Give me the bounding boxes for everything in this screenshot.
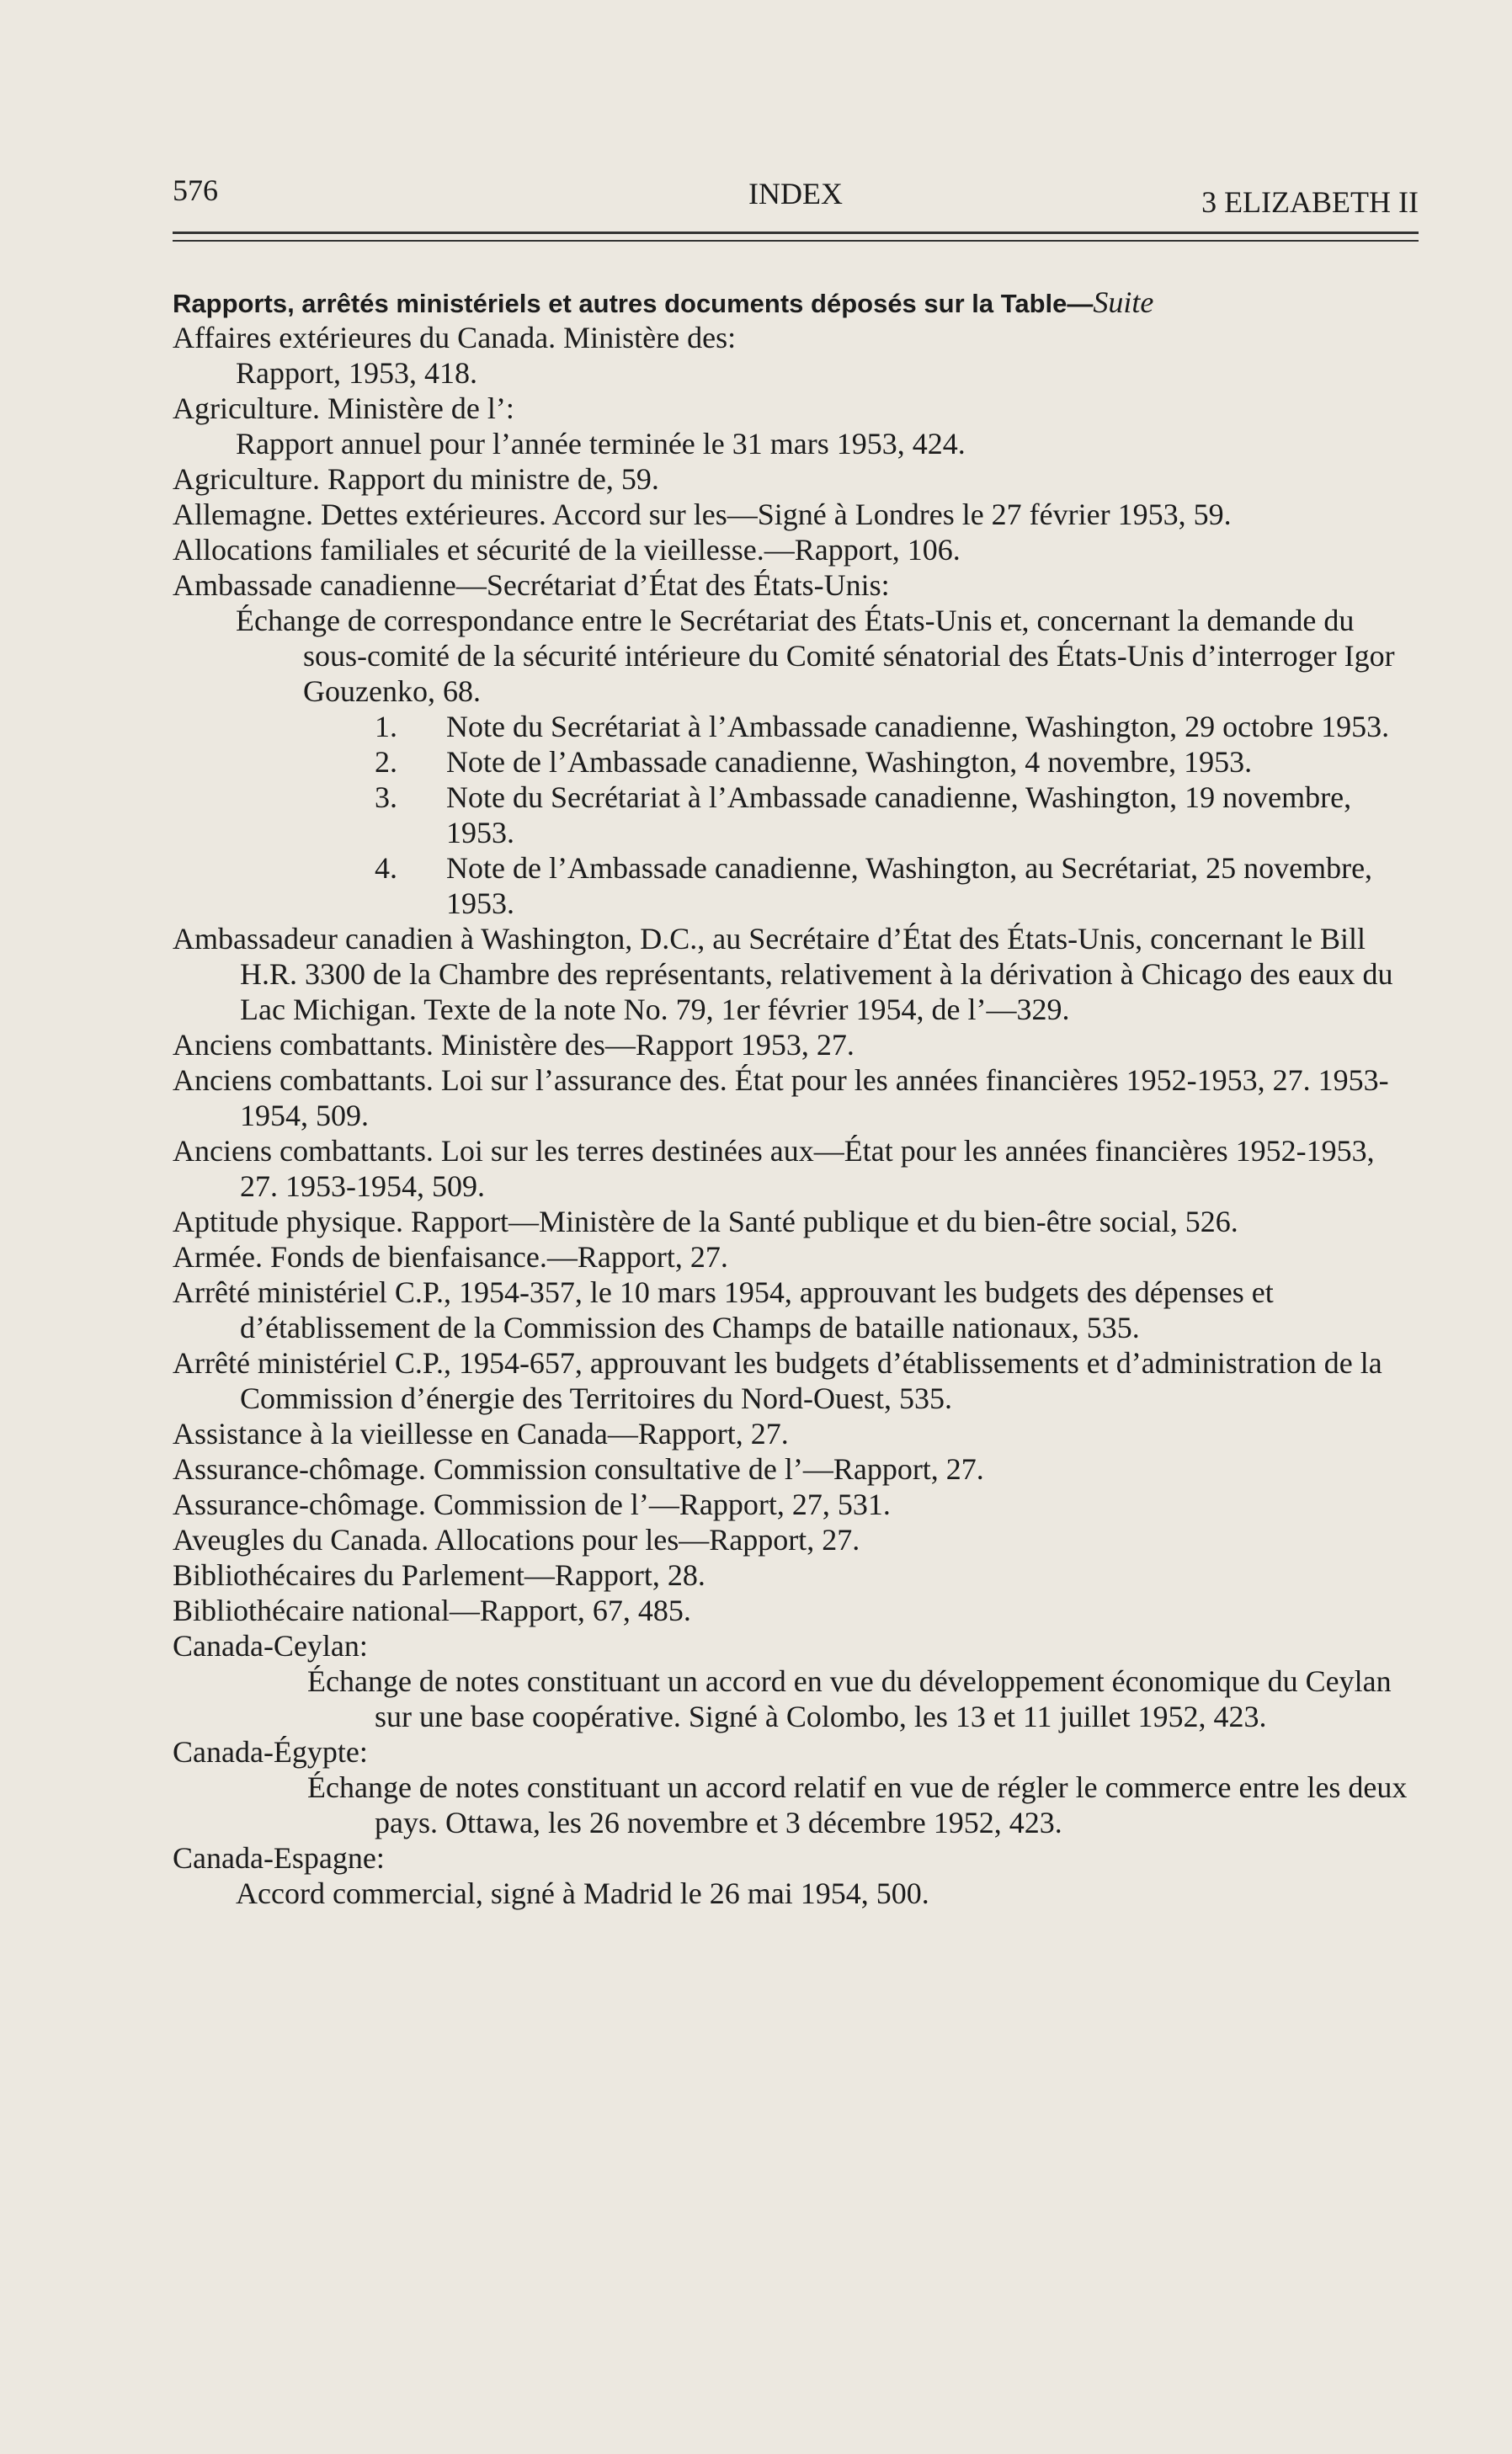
note-text: Note du Secrétariat à l’Ambassade canadienne, Washington, 19 novembre, 1953. [446,780,1352,849]
numbered-note [0,850,1512,921]
index-subentry: Accord commercial, signé à Madrid le 26 mai 1954, 500. [236,1876,929,1910]
index-entry: Anciens combattants. Loi sur l’assurance des. État pour les années financières 1952-1953, 27. 1953-1954, 509. [173,1063,1389,1132]
note-text: Note de l’Ambassade canadienne, Washington, 4 novembre, 1953. [446,745,1253,779]
index-entry: Affaires extérieures du Canada. Ministère des: [173,321,737,354]
index-entry: Allemagne. Dettes extérieures. Accord sur les—Signé à Londres le 27 février 1953, 59. [173,498,1232,531]
header-title: INDEX [748,177,843,210]
note-text: Note de l’Ambassade canadienne, Washington, au Secrétariat, 25 novembre, 1953. [446,851,1373,920]
index-entry: Ambassadeur canadien à Washington, D.C., au Secrétaire d’État des États-Unis, concernant le Bill H.R. 3300 de la Chambre des représentants, relativement à la dérivation à Chicago des eaux du Lac Michigan. Texte de la note No. 79, 1er février 1954, de l’—329. [173,922,1393,1026]
numbered-note [0,744,1512,780]
index-subentry: Échange de notes constituant un accord en vue du développement économique du Ceylan sur une base coopérative. Signé à Colombo, les 13 et 11 juillet 1952, 423. [307,1664,1392,1733]
index-entry: Anciens combattants. Ministère des—Rapport 1953, 27. [173,1028,854,1062]
index-entry: Ambassade canadienne—Secrétariat d’État des États-Unis: [173,568,890,602]
note-number: 4. [375,851,397,885]
header-right: 3 ELIZABETH II [1201,185,1419,219]
page-number: 576 [173,173,218,207]
section-heading-text: Rapports, arrêtés ministériels et autres documents déposés sur la Table— [173,289,1094,318]
index-subentry: Rapport annuel pour l’année terminée le 31 mars 1953, 424. [236,427,966,460]
numbered-note [0,709,1512,744]
section-heading-suite: Suite [1093,285,1154,319]
index-entry: Canada-Espagne: [173,1841,385,1875]
header-rule-top [173,232,1419,234]
index-entry: Arrêté ministériel C.P., 1954-657, approuvant les budgets d’établissements et d’administration de la Commission d’énergie des Territoires du Nord-Ouest, 535. [173,1346,1382,1415]
header-rule-bottom [173,240,1419,242]
section-heading [173,285,1410,320]
index-entry: Arrêté ministériel C.P., 1954-357, le 10 mars 1954, approuvant les budgets des dépenses et d’établissement de la Commission des Champs de bataille nationaux, 535. [173,1275,1274,1344]
index-entry: Assurance-chômage. Commission consultative de l’—Rapport, 27. [173,1452,984,1486]
index-entry: Bibliothécaire national—Rapport, 67, 485. [173,1594,691,1627]
index-entry: Allocations familiales et sécurité de la vieillesse.—Rapport, 106. [173,533,961,567]
index-subentry: Échange de notes constituant un accord relatif en vue de régler le commerce entre les deux pays. Ottawa, les 26 novembre et 3 décembre 1952, 423. [307,1770,1408,1839]
index-entry: Canada-Égypte: [173,1735,368,1769]
index-subentry: Échange de correspondance entre le Secrétariat des États-Unis et, concernant la demande du sous-comité de la sécurité intérieure du Comité sénatorial des États-Unis d’interroger Igor Gouzenko, 68. [236,604,1395,708]
index-entry: Canada-Ceylan: [173,1629,368,1663]
index-entry: Agriculture. Ministère de l’: [173,391,514,425]
numbered-note [0,780,1512,850]
index-entry: Bibliothécaires du Parlement—Rapport, 28. [173,1558,705,1592]
index-entry: Aveugles du Canada. Allocations pour les—Rapport, 27. [173,1523,860,1557]
index-entry: Agriculture. Rapport du ministre de, 59. [173,462,659,496]
note-text: Note du Secrétariat à l’Ambassade canadienne, Washington, 29 octobre 1953. [446,710,1390,743]
index-entry: Aptitude physique. Rapport—Ministère de la Santé publique et du bien-être social, 526. [173,1205,1238,1238]
note-number: 2. [375,745,397,779]
index-subentry: Rapport, 1953, 418. [236,356,477,390]
page-header [173,173,1419,223]
index-body [0,320,1512,1911]
note-number: 3. [375,780,397,814]
index-entry: Assistance à la vieillesse en Canada—Rapport, 27. [173,1417,789,1451]
index-entry: Armée. Fonds de bienfaisance.—Rapport, 27. [173,1240,728,1274]
note-number: 1. [375,710,397,743]
index-entry: Assurance-chômage. Commission de l’—Rapport, 27, 531. [173,1488,891,1521]
index-entry: Anciens combattants. Loi sur les terres destinées aux—État pour les années financières 1952-1953, 27. 1953-1954, 509. [173,1134,1375,1203]
